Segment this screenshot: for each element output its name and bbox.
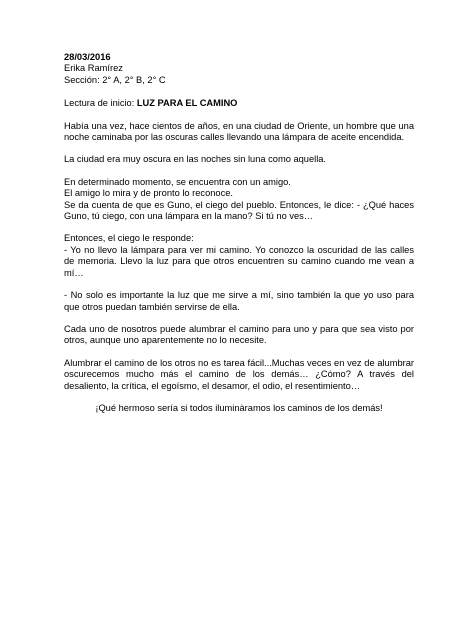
paragraph-4 (64, 233, 414, 279)
paragraph-5: - No solo es importante la luz que me sirve a mí, sino también la que yo uso para que otros puedan también servirse de ella. (64, 290, 414, 312)
paragraph-3-line-3: Se da cuenta de que es Guno, el ciego del pueblo. Entonces, le dice: - ¿Qué haces Guno, tú ciego, con una lámpara en la mano? Si tú no ves… (64, 199, 414, 222)
paragraph-3-line-1: En determinado momento, se encuentra con un amigo. (64, 176, 291, 187)
document-date: 28/03/2016 (64, 52, 111, 62)
paragraph-4-line-2: - Yo no llevo la lámpara para ver mi camino. Yo conozco la oscuridad de las calles de memoria. Llevo la luz para que otros encuentren su camino cuando me vean a mí… (64, 244, 414, 278)
paragraph-4-line-1: Entonces, el ciego le responde: (64, 233, 194, 244)
paragraph-2: La ciudad era muy oscura en las noches sin luna como aquella. (64, 154, 327, 165)
section-info: Sección: 2° A, 2° B, 2° C (64, 74, 166, 85)
reading-title: LUZ PARA EL CAMINO (136, 98, 238, 109)
paragraph-3 (64, 177, 414, 223)
author-name: Erika Ramírez (64, 63, 123, 74)
reading-title-line (64, 98, 414, 109)
document-page (64, 52, 414, 424)
paragraph-1: Había una vez, hace cientos de años, en una ciudad de Oriente, un hombre que una noche caminaba por las oscuras calles llevando una lámpara de aceite encendida. (64, 120, 414, 143)
reading-prefix: Lectura de inicio: (64, 98, 137, 109)
paragraph-3-line-2: El amigo lo mira y de pronto lo reconoce. (64, 188, 233, 199)
closing-line: ¡Qué hermoso sería si todos iluminàramos los caminos de los demás! (95, 402, 383, 413)
paragraph-6: Cada uno de nosotros puede alumbrar el camino para uno y para que sea visto por otros, aunque uno aparentemente no lo necesite. (64, 323, 414, 346)
paragraph-7: Alumbrar el camino de los otros no es tarea fácil...Muchas veces en vez de alumbrar oscurecemos mucho más el camino de los demás… ¿Cómo? A través del desaliento, la crítica, el egoísmo, el desamor, el odio, el resentimiento… (64, 357, 414, 391)
